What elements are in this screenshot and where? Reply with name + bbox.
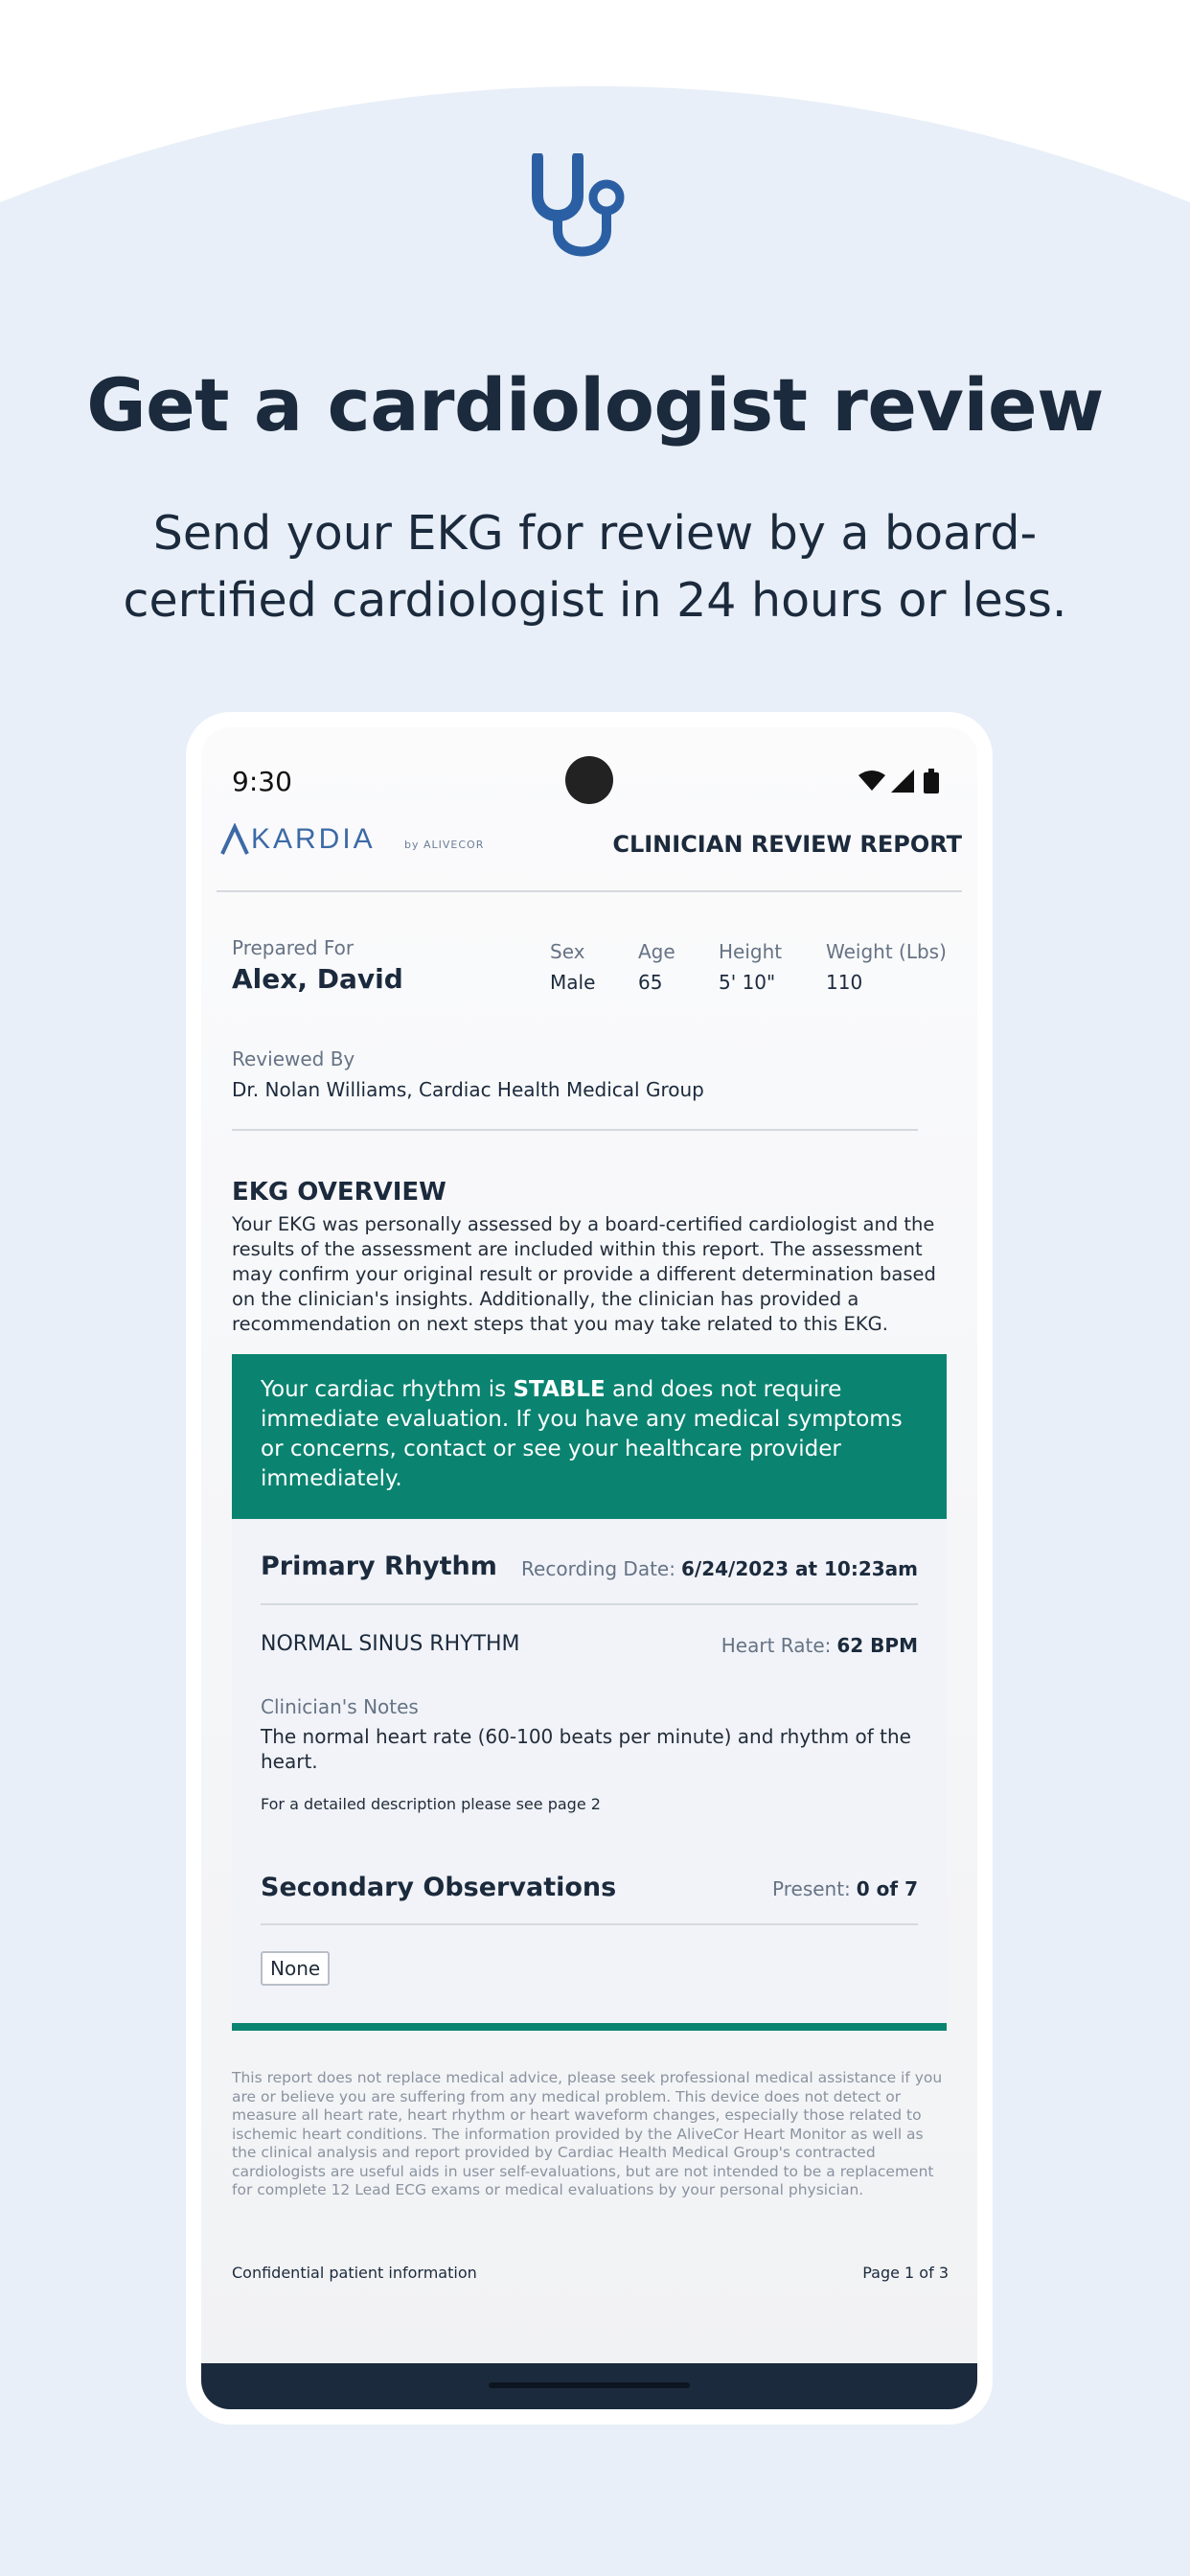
heart-rate [721, 1634, 918, 1657]
detail-note: For a detailed description please see page 2 [261, 1795, 601, 1813]
heart-rate-label: Heart Rate: [721, 1634, 832, 1657]
field-value: 65 [638, 971, 663, 994]
report-header [201, 816, 977, 890]
field-value: 5' 10" [719, 971, 776, 994]
patient-name: Alex, David [232, 963, 403, 995]
reviewed-by-value: Dr. Nolan Williams, Cardiac Health Medical Group [232, 1078, 704, 1101]
phone-screen [201, 727, 977, 2409]
kardia-logo-icon [218, 823, 251, 856]
recording-date-value: 6/24/2023 at 10:23am [680, 1557, 918, 1580]
heart-rate-value: 62 BPM [836, 1634, 918, 1657]
report-title: CLINICIAN REVIEW REPORT [612, 831, 962, 858]
status-time: 9:30 [232, 766, 292, 797]
none-badge: None [261, 1951, 330, 1986]
present-value: 0 of 7 [856, 1877, 918, 1900]
prepared-for-label: Prepared For [232, 936, 355, 959]
camera-cutout [565, 756, 613, 804]
clinician-notes-label: Clinician's Notes [261, 1695, 419, 1718]
signal-icon [891, 770, 914, 793]
result-card [232, 1354, 947, 2031]
reviewed-by-label: Reviewed By [232, 1047, 355, 1070]
banner-text: and does not require immediate evaluation. If you have any medical symptoms or concerns, contact or see your healthcare provider immediately. [261, 1377, 903, 1491]
navigation-bar [201, 2363, 977, 2409]
hero-title: Get a cardiologist review [86, 362, 1104, 448]
rhythm-value: NORMAL SINUS RHYTHM [261, 1632, 520, 1656]
clinician-notes: The normal heart rate (60-100 beats per minute) and rhythm of the heart. [261, 1725, 911, 1773]
field-weight [826, 940, 947, 994]
battery-icon [924, 769, 939, 794]
reviewer-divider [232, 1129, 918, 1131]
secondary-divider [261, 1923, 918, 1925]
banner-text: Your cardiac rhythm is [261, 1377, 514, 1402]
wifi-icon [858, 770, 885, 791]
phone-mockup [186, 712, 993, 2425]
present-label: Present: [772, 1877, 851, 1900]
field-label: Height [719, 940, 783, 963]
status-icons [857, 768, 943, 796]
disclaimer: This report does not replace medical advice, please seek professional medical assistance if you are or believe you are suffering from any medical problem. This device does not detect or measure all heart rate, heart rhythm or heart waveform changes, especially those related to ischemic heart conditions. The information provided by the AliveCor Heart Monitor as well as the clinical analysis and report provided by Cardiac Health Medical Group's contracted cardiologists are useful aids in user self-evaluations, but are not intended to be a replacement for complete 12 Lead ECG exams or medical evaluations by your personal physician. [232, 2069, 943, 2198]
status-bar [201, 727, 977, 814]
field-height [719, 940, 782, 994]
page-indicator: Page 1 of 3 [862, 2264, 949, 2282]
reviewed-by [232, 1047, 704, 1101]
hero-subtitle: Send your EKG for review by a board-certified cardiologist in 24 hours or less. [123, 506, 1067, 628]
footer-confidential: Confidential patient information [232, 2264, 477, 2282]
prepared-for [232, 936, 403, 995]
banner-highlight: STABLE [513, 1377, 606, 1402]
primary-rhythm-title: Primary Rhythm [261, 1552, 497, 1581]
rhythm-divider [261, 1603, 918, 1605]
overview-title: EKG OVERVIEW [232, 1178, 446, 1207]
header-divider [217, 890, 962, 892]
overview-text: Your EKG was personally assessed by a board-certified cardiologist and the results of the assessment are included within this report. The assessment may confirm your original result or provide a different determination based on the clinician's insights. Additionally, the clinician has provided a recommendation on next steps that you may take related to this EKG. [232, 1213, 936, 1335]
recording-date [521, 1557, 918, 1580]
field-value: 110 [826, 971, 863, 994]
brand-by: by ALIVECOR [404, 839, 485, 851]
recording-date-label: Recording Date: [521, 1557, 675, 1580]
status-banner [232, 1354, 947, 1519]
stethoscope-icon [532, 153, 647, 268]
secondary-title: Secondary Observations [261, 1873, 617, 1902]
present-count [772, 1877, 918, 1900]
field-value: Male [550, 971, 596, 994]
brand-name: KARDIA [251, 823, 376, 855]
home-indicator[interactable] [489, 2382, 690, 2388]
field-label: Weight (Lbs) [826, 940, 947, 963]
field-label: Sex [550, 940, 585, 963]
field-sex [550, 940, 595, 994]
field-age [638, 940, 675, 994]
card-bottom-bar [232, 2023, 947, 2031]
field-label: Age [638, 940, 675, 963]
